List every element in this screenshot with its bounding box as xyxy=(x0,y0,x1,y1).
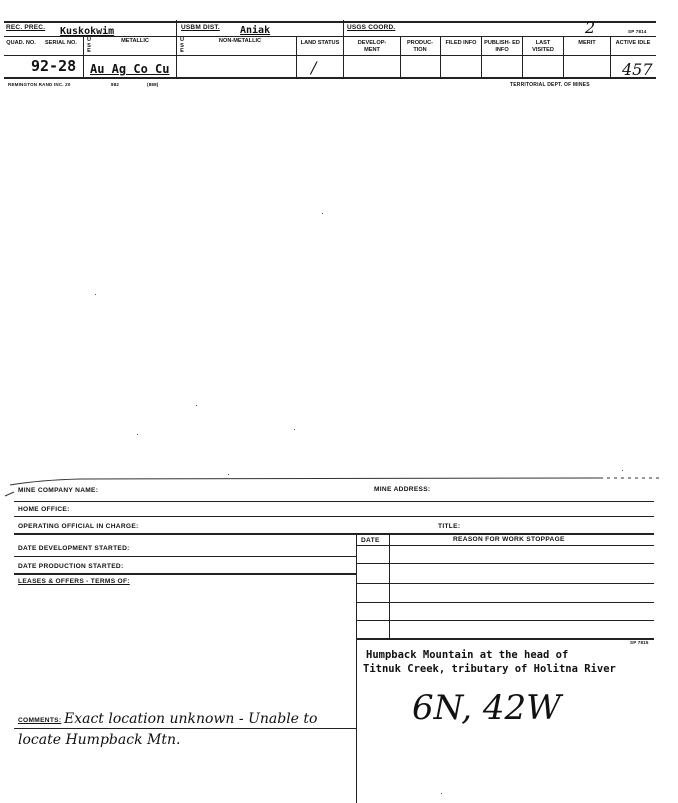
quad-serial-value: 92-28 xyxy=(31,57,77,75)
usbm-dist-value: Aniak xyxy=(240,25,271,36)
top-card-divider xyxy=(522,36,523,78)
mine-company-rule xyxy=(14,501,654,502)
home-office-rule xyxy=(14,516,654,517)
remington-footer: REMINGTON RAND INC. 20 xyxy=(8,82,71,87)
township-range-handwritten: 6N, 42W xyxy=(412,688,562,728)
footer-code: 882 xyxy=(111,82,120,87)
usgs-coord-label: USGS COORD. xyxy=(347,24,396,31)
col-filed-info: FILED INFO xyxy=(445,40,477,46)
col-last-visited: LAST VISITED xyxy=(532,40,554,53)
col-use-letters-nonmetallic: U S E xyxy=(179,37,185,54)
location-line-2: Titnuk Creek, tributary of Holitna River xyxy=(363,663,616,675)
comments-label: COMMENTS: xyxy=(18,717,62,724)
col-production: PRODUC- TION xyxy=(406,40,434,53)
top-card-divider xyxy=(400,36,401,78)
scan-speck xyxy=(294,429,295,430)
date-development-started-label: DATE DEVELOPMENT STARTED: xyxy=(18,545,130,552)
top-card-divider xyxy=(440,36,441,78)
top-card-divider xyxy=(481,36,482,78)
land-status-value: / xyxy=(311,58,317,77)
top-form-number: SP 7814 xyxy=(628,29,647,34)
stoppage-bottom-rule xyxy=(357,638,654,640)
leases-offers-label: LEASES & OFFERS - TERMS OF: xyxy=(18,578,130,585)
col-use-letters-metallic: U S E xyxy=(86,37,92,54)
top-card-divider xyxy=(176,20,177,78)
scan-speck xyxy=(322,213,323,214)
metallic-commodities-value: Au Ag Co Cu xyxy=(90,62,170,76)
title-label: TITLE: xyxy=(438,523,461,530)
stoppage-header-rule xyxy=(357,545,654,546)
date-production-started-label: DATE PRODUCTION STARTED: xyxy=(18,563,124,570)
scan-speck xyxy=(137,434,138,435)
reason-work-stoppage-label: REASON FOR WORK STOPPAGE xyxy=(453,536,565,543)
top-card-divider xyxy=(563,36,564,78)
top-card-divider xyxy=(610,36,611,78)
comments-line-2: locate Humpback Mtn. xyxy=(18,732,181,748)
comments-line-1: Exact location unknown - Unable to xyxy=(64,711,318,727)
col-nonmetallic: NON-METALLIC xyxy=(218,38,262,44)
date-prod-rule xyxy=(14,573,356,575)
scan-speck xyxy=(95,294,96,295)
col-serial-no: SERIAL NO. xyxy=(45,40,77,46)
operating-official-rule xyxy=(14,533,654,535)
usgs-coord-handwritten-mark: 2 xyxy=(585,18,596,37)
bottom-form-number: SP 7815 xyxy=(630,640,649,645)
col-merit: MERIT xyxy=(578,40,596,46)
mine-company-name-label: MINE COMPANY NAME: xyxy=(18,487,99,494)
col-development: DEVELOP- MENT xyxy=(357,40,387,53)
top-card-value-rule xyxy=(4,55,656,56)
footer-code-2: (888) xyxy=(147,82,159,87)
territorial-dept-footer: TERRITORIAL DEPT. OF MINES xyxy=(510,82,590,88)
mine-address-label: MINE ADDRESS: xyxy=(374,486,431,493)
stoppage-row-rule xyxy=(357,563,654,564)
date-column-label: DATE xyxy=(361,537,380,544)
stoppage-row-rule xyxy=(357,602,654,603)
card-top-edge xyxy=(0,470,678,500)
rec-prec-label: REC. PREC. xyxy=(6,24,46,31)
bottom-card xyxy=(0,470,678,803)
col-metallic: METALLIC xyxy=(121,38,149,44)
col-active-idle: ACTIVE IDLE xyxy=(615,40,651,46)
merit-value: 457 xyxy=(622,60,653,79)
date-dev-rule xyxy=(14,556,356,557)
top-card-bottom-rule xyxy=(4,77,656,79)
col-land-status: LAND STATUS xyxy=(300,40,340,46)
scan-speck xyxy=(196,405,197,406)
col-quad-no: QUAD. NO. xyxy=(6,40,36,46)
stoppage-row-rule xyxy=(357,620,654,621)
top-card-divider xyxy=(83,36,84,78)
usbm-dist-label: USBM DIST. xyxy=(181,24,220,31)
top-card-divider xyxy=(296,36,297,78)
center-divider xyxy=(356,533,357,803)
col-published-info: PUBLISH- ED INFO xyxy=(484,40,520,53)
location-line-1: Humpback Mountain at the head of xyxy=(366,649,569,661)
home-office-label: HOME OFFICE: xyxy=(18,506,70,513)
operating-official-label: OPERATING OFFICIAL IN CHARGE: xyxy=(18,523,139,530)
stoppage-row-rule xyxy=(357,583,654,584)
top-card-header-rule xyxy=(4,21,656,23)
top-card xyxy=(0,0,678,95)
rec-prec-value: Kuskokwim xyxy=(60,26,115,37)
top-card-divider xyxy=(343,20,344,78)
comments-rule xyxy=(14,728,356,729)
date-column-divider xyxy=(389,533,390,638)
